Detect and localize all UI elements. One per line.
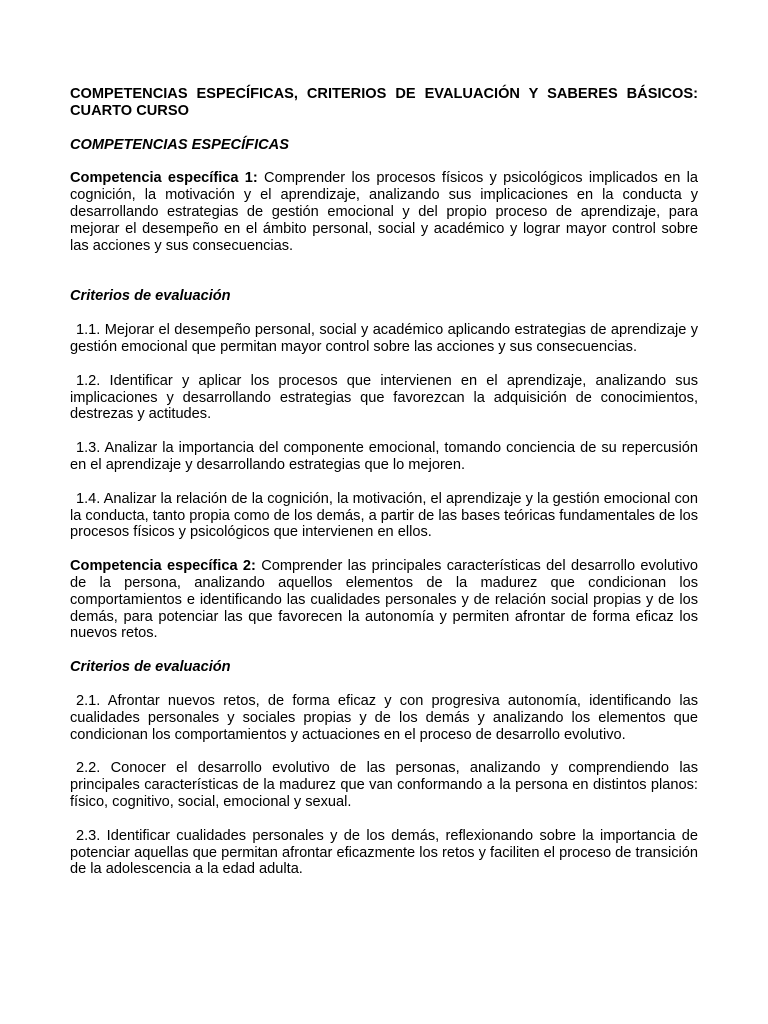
competencia-1 bbox=[70, 170, 698, 254]
competencia-2-text: Comprender las principales características del desarrollo evolutivo de la persona, analizando aquellos elementos de la madurez que condicionan los comportamientos e identificando las cualidades personales y de relación social propias y de los demás, para potenciar las que favorecen la autonomía y permiten afrontar de forma eficaz los nuevos retos. bbox=[70, 558, 698, 642]
criterio-1-4: 1.4. Analizar la relación de la cognición, la motivación, el aprendizaje y la gestión emocional con la conducta, tanto propia como de los demás, a partir de las bases teóricas fundamentales de los procesos físicos y psicológicos que intervienen en ellos. bbox=[70, 490, 698, 541]
document-title: COMPETENCIAS ESPECÍFICAS, CRITERIOS DE EVALUACIÓN Y SABERES BÁSICOS: CUARTO CURSO bbox=[70, 86, 698, 119]
competencia-1-text: Comprender los procesos físicos y psicológicos implicados en la cognición, la motivación y el aprendizaje, analizando sus implicaciones en la conducta y desarrollando estrategias de gestión emocional y del propio proceso de aprendizaje, para mejorar el desempeño en el ámbito personal, social y académico y lograr mayor control sobre las acciones y sus consecuencias. bbox=[70, 170, 698, 254]
criterio-1-2: 1.2. Identificar y aplicar los procesos que intervienen en el aprendizaje, analizando sus implicaciones y desarrollando estrategias que favorezcan la adquisición de conocimientos, destrezas y actitudes. bbox=[70, 372, 698, 423]
criterio-2-1: 2.1. Afrontar nuevos retos, de forma eficaz y con progresiva autonomía, identificando las cualidades personales y sociales propias y de los demás y analizando los elementos que condicionan los comportamientos y actuaciones en el proceso de desarrollo evolutivo. bbox=[70, 692, 698, 743]
criterio-2-2: 2.2. Conocer el desarrollo evolutivo de las personas, analizando y comprendiendo las principales características de la madurez que van conformando a la persona en distintos planos: físico, cognitivo, social, emocional y sexual. bbox=[70, 760, 698, 810]
competencia-1-label: Competencia específica 1: bbox=[70, 170, 258, 187]
competencia-2-label: Competencia específica 2: bbox=[70, 558, 256, 575]
criterio-1-3: 1.3. Analizar la importancia del componente emocional, tomando conciencia de su repercusión en el aprendizaje y desarrollando estrategias que lo mejoren. bbox=[70, 440, 698, 473]
document-page bbox=[70, 86, 698, 878]
competencia-2 bbox=[70, 558, 698, 642]
criterio-1-1: 1.1. Mejorar el desempeño personal, social y académico aplicando estrategias de aprendizaje y gestión emocional que permitan mayor control sobre las acciones y sus consecuencias. bbox=[70, 322, 698, 355]
criterios-heading-1: Criterios de evaluación bbox=[70, 288, 231, 305]
criterio-2-3: 2.3. Identificar cualidades personales y de los demás, reflexionando sobre la importancia de potenciar aquellas que permitan afrontar eficazmente los retos y faciliten el proceso de transición de la adolescencia a la edad adulta. bbox=[70, 827, 698, 878]
section-heading: COMPETENCIAS ESPECÍFICAS bbox=[70, 136, 289, 153]
criterios-heading-2: Criterios de evaluación bbox=[70, 659, 231, 676]
